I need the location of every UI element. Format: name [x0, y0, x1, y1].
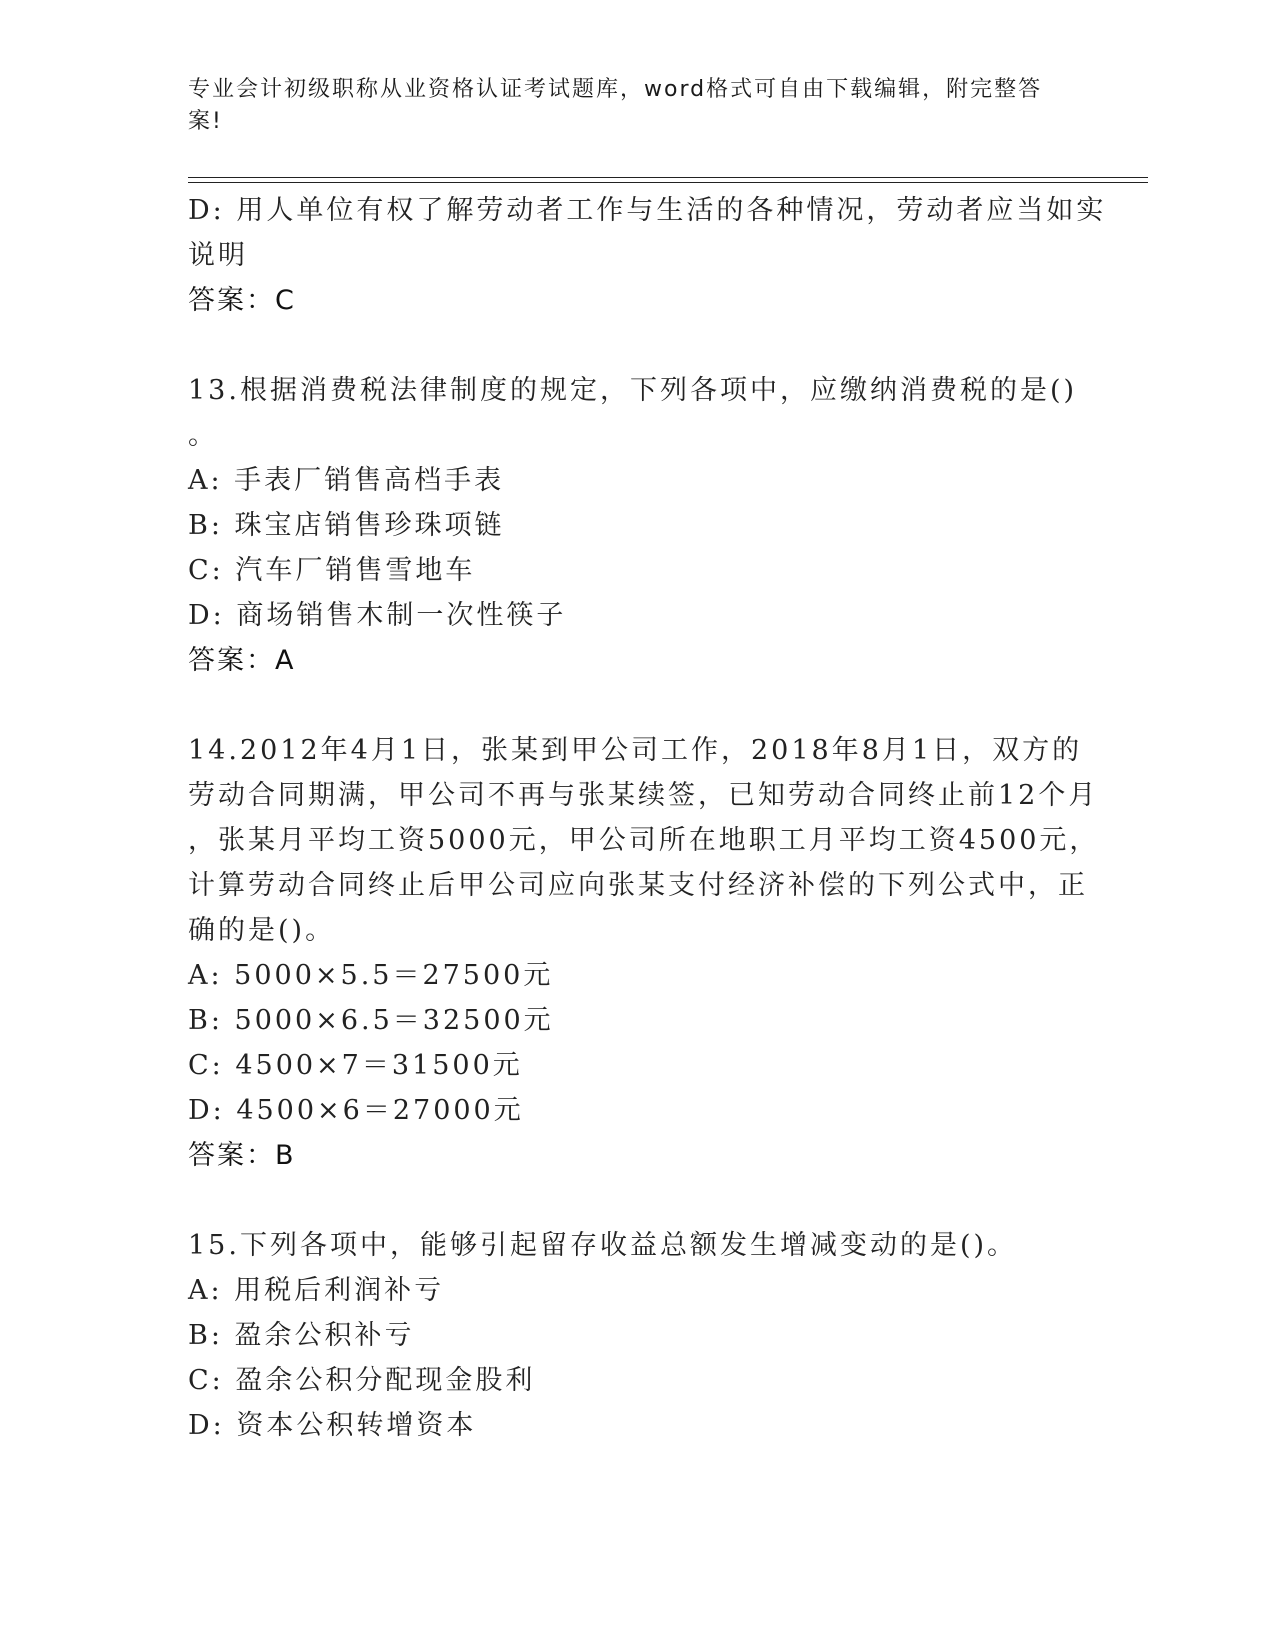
option-b: B: 5000×6.5＝32500元 [188, 1005, 554, 1036]
option-b: B: 珠宝店销售珍珠项链 [188, 510, 505, 541]
question-stem-line: 计算劳动合同终止后甲公司应向张某支付经济补偿的下列公式中，正 [188, 870, 1088, 901]
header-line-2: 案! [188, 109, 223, 134]
option-d: D: 资本公积转增资本 [188, 1410, 477, 1441]
option-d-line-2: 说明 [188, 240, 248, 271]
option-a: A: 用税后利润补亏 [188, 1275, 445, 1306]
option-d-line-1: D: 用人单位有权了解劳动者工作与生活的各种情况，劳动者应当如实 [188, 195, 1107, 226]
option-a: A: 5000×5.5＝27500元 [188, 960, 554, 991]
page-header [188, 74, 1068, 138]
option-b: B: 盈余公积补亏 [188, 1320, 415, 1351]
answer-line: 答案：C [188, 285, 296, 316]
question-stem-line: 确的是()。 [188, 915, 336, 946]
answer-line: 答案：A [188, 645, 296, 676]
question-stem-line: 劳动合同期满，甲公司不再与张某续签，已知劳动合同终止前12个月 [188, 780, 1099, 811]
option-c: C: 汽车厂销售雪地车 [188, 555, 476, 586]
answer-line: 答案：B [188, 1140, 296, 1171]
question-stem-line: 15.下列各项中，能够引起留存收益总额发生增减变动的是()。 [188, 1230, 1018, 1261]
question-15 [188, 1223, 1068, 1448]
question-stem-line: ，张某月平均工资5000元，甲公司所在地职工月平均工资4500元， [188, 825, 1100, 856]
question-content [188, 188, 1107, 1448]
option-c: C: 盈余公积分配现金股利 [188, 1365, 536, 1396]
question-stem-line: 13.根据消费税法律制度的规定，下列各项中，应缴纳消费税的是() [188, 375, 1078, 406]
header-rule-top [188, 177, 1148, 178]
header-rule-bottom [188, 182, 1148, 183]
option-d: D: 4500×6＝27000元 [188, 1095, 524, 1126]
question-14 [188, 728, 1100, 1178]
question-13 [188, 368, 1078, 683]
question-stem-line: 14.2012年4月1日，张某到甲公司工作，2018年8月1日，双方的 [188, 735, 1083, 766]
option-c: C: 4500×7＝31500元 [188, 1050, 523, 1081]
option-d: D: 商场销售木制一次性筷子 [188, 600, 567, 631]
header-line-1: 专业会计初级职称从业资格认证考试题库，word格式可自由下载编辑，附完整答 [188, 77, 1043, 102]
option-a: A: 手表厂销售高档手表 [188, 465, 505, 496]
question-stem-line: 。 [188, 420, 218, 451]
